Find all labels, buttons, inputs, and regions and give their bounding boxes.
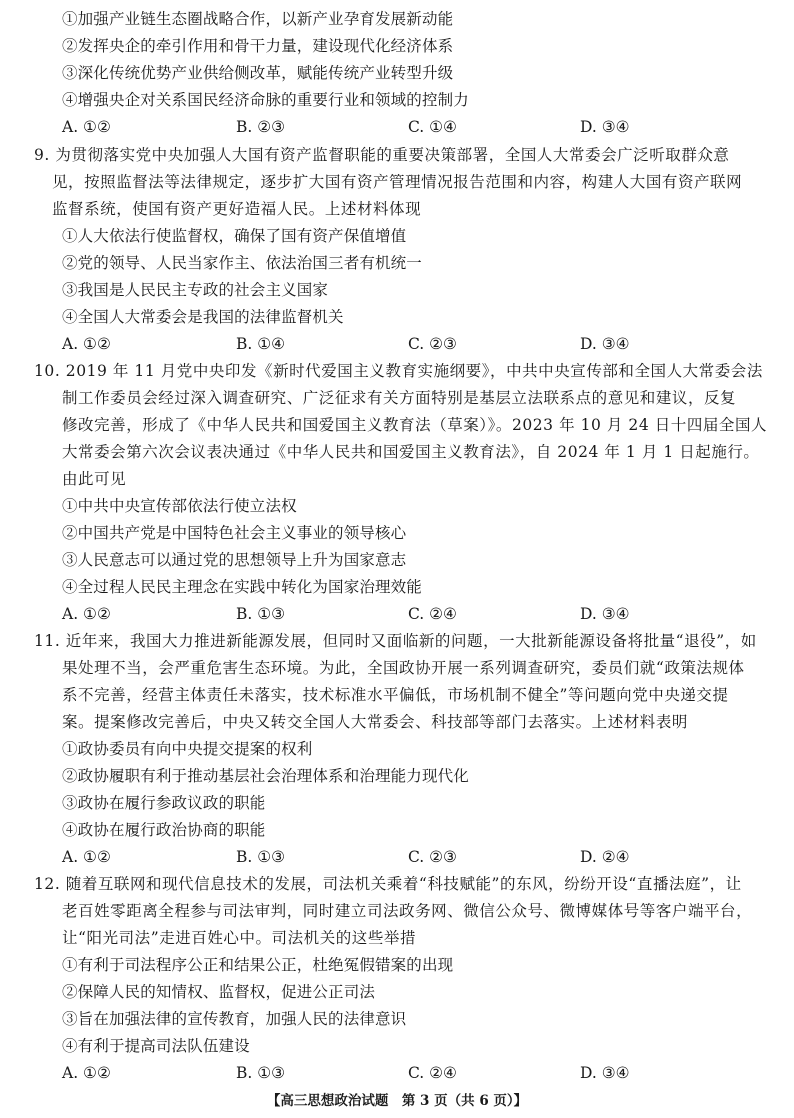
- question-10-option-b: B. ①③: [236, 605, 286, 623]
- question-11-options: [0, 848, 794, 866]
- question-9-item-4: ④全国人大常委会是我国的法律监督机关: [62, 308, 344, 326]
- question-11-option-b: B. ①③: [236, 848, 286, 866]
- question-11-stem-line-2: 果处理不当，会严重危害生态环境。为此，全国政协开展一系列调查研究，委员们就“政策法规体: [62, 659, 745, 677]
- question-9-item-1: ①人大依法行使监督权，确保了国有资产保值增值: [62, 227, 407, 245]
- question-10-option-c: C. ②④: [408, 605, 457, 623]
- question-8-item-2: ②发挥央企的牵引作用和骨干力量，建设现代化经济体系: [62, 37, 454, 55]
- question-9-stem-line-2: 见，按照监督法等法律规定，逐步扩大国有资产管理情况报告范围和内容，构建人大国有资产联网: [52, 173, 743, 191]
- question-10-stem-line-5: 由此可见: [62, 470, 127, 488]
- question-11-option-a: A. ①②: [62, 848, 111, 866]
- question-9-option-b: B. ①④: [236, 335, 286, 353]
- question-9-item-2: ②党的领导、人民当家作主、依法治国三者有机统一: [62, 254, 422, 272]
- question-10-option-d: D. ③④: [580, 605, 630, 623]
- question-12-stem-line-1: 12. 随着互联网和现代信息技术的发展，司法机关乘着“科技赋能”的东风，纷纷开设“直播法庭”，让: [34, 875, 742, 893]
- question-9-item-3: ③我国是人民民主专政的社会主义国家: [62, 281, 329, 299]
- question-9-stem-line-3: 监督系统，使国有资产更好造福人民。上述材料体现: [52, 200, 422, 218]
- question-11-stem-line-1: 11. 近年来，我国大力推进新能源发展，但同时又面临新的问题，一大批新能源设备将批量“退役”，如: [34, 632, 757, 650]
- page-footer: 【高三思想政治试题 第 3 页（共 6 页）】: [266, 1093, 528, 1109]
- question-12-option-a: A. ①②: [62, 1064, 111, 1082]
- question-12-item-2: ②保障人民的知情权、监督权，促进公正司法: [62, 983, 376, 1001]
- question-10-stem-line-1: 10. 2019 年 11 月党中央印发《新时代爱国主义教育实施纲要》，中共中央宣传部和全国人大常委会法: [34, 362, 763, 380]
- question-10-item-1: ①中共中央宣传部依法行使立法权: [62, 497, 297, 515]
- question-10-stem-line-3: 修改完善，形成了《中华人民共和国爱国主义教育法（草案）》。2023 年 10 月 24 日十四届全国人: [62, 416, 768, 434]
- question-9-option-d: D. ③④: [580, 335, 630, 353]
- question-8-item-1: ①加强产业链生态圈战略合作，以新产业孕育发展新动能: [62, 10, 454, 28]
- question-11-stem-line-4: 案。提案修改完善后，中央又转交全国人大常委会、科技部等部门去落实。上述材料表明: [62, 713, 688, 731]
- question-8-item-3: ③深化传统优势产业供给侧改革，赋能传统产业转型升级: [62, 64, 454, 82]
- question-9-stem-line-1: 9. 为贯彻落实党中央加强人大国有资产监督职能的重要决策部署，全国人大常委会广泛听取群众意: [34, 146, 730, 164]
- question-11-item-4: ④政协在履行政治协商的职能: [62, 821, 266, 839]
- question-9-options: [0, 335, 794, 353]
- question-9-option-a: A. ①②: [62, 335, 111, 353]
- question-12-options: [0, 1064, 794, 1082]
- question-10-option-a: A. ①②: [62, 605, 111, 623]
- question-8-option-b: B. ②③: [236, 118, 286, 136]
- question-12-option-b: B. ①③: [236, 1064, 286, 1082]
- question-8-options: [0, 118, 794, 136]
- question-11-item-1: ①政协委员有向中央提交提案的权利: [62, 740, 313, 758]
- question-11-item-2: ②政协履职有利于推动基层社会治理体系和治理能力现代化: [62, 767, 469, 785]
- question-10-item-2: ②中国共产党是中国特色社会主义事业的领导核心: [62, 524, 407, 542]
- question-12-item-3: ③旨在加强法律的宣传教育，加强人民的法律意识: [62, 1010, 407, 1028]
- question-10-item-3: ③人民意志可以通过党的思想领导上升为国家意志: [62, 551, 407, 569]
- question-10-stem-line-2: 制工作委员会经过深入调查研究、广泛征求有关方面特别是基层立法联系点的意见和建议，反复: [62, 389, 737, 407]
- question-11-item-3: ③政协在履行参政议政的职能: [62, 794, 266, 812]
- question-10-options: [0, 605, 794, 623]
- question-8-option-c: C. ①④: [408, 118, 457, 136]
- question-12-stem-line-3: 让“阳光司法”走进百姓心中。司法机关的这些举措: [62, 929, 416, 947]
- question-11-option-d: D. ②④: [580, 848, 630, 866]
- question-11-stem-line-3: 系不完善，经营主体责任未落实，技术标准水平偏低，市场机制不健全”等问题向党中央递交提: [62, 686, 729, 704]
- question-12-stem-line-2: 老百姓零距离全程参与司法审判，同时建立司法政务网、微信公众号、微博媒体号等客户端平台，: [62, 902, 753, 920]
- question-11-option-c: C. ②③: [408, 848, 457, 866]
- question-12-item-1: ①有利于司法程序公正和结果公正，杜绝冤假错案的出现: [62, 956, 454, 974]
- question-8-item-4: ④增强央企对关系国民经济命脉的重要行业和领域的控制力: [62, 91, 469, 109]
- question-8-option-a: A. ①②: [62, 118, 111, 136]
- question-8-option-d: D. ③④: [580, 118, 630, 136]
- question-9-option-c: C. ②③: [408, 335, 457, 353]
- question-12-item-4: ④有利于提高司法队伍建设: [62, 1037, 250, 1055]
- question-12-option-d: D. ③④: [580, 1064, 630, 1082]
- question-12-option-c: C. ②④: [408, 1064, 457, 1082]
- question-10-stem-line-4: 大常委会第六次会议表决通过《中华人民共和国爱国主义教育法》，自 2024 年 1 月 1 日起施行。: [62, 443, 760, 461]
- question-10-item-4: ④全过程人民民主理念在实践中转化为国家治理效能: [62, 578, 422, 596]
